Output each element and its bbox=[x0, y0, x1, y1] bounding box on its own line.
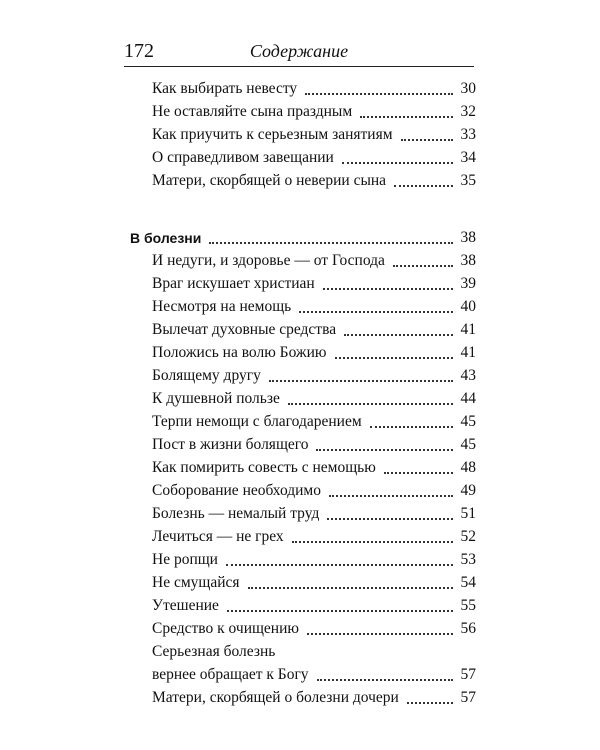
toc-section-page: 38 bbox=[460, 229, 476, 246]
toc-entry-title: Болящему другу bbox=[152, 367, 261, 384]
dot-leader bbox=[327, 517, 453, 520]
toc-entry-title: Враг искушает христиан bbox=[152, 275, 315, 292]
toc-entry-page: 54 bbox=[460, 574, 476, 591]
toc-entry-title: Как выбирать невесту bbox=[152, 80, 298, 97]
toc-entry-page: 53 bbox=[460, 551, 476, 568]
toc-entry-page: 41 bbox=[460, 344, 476, 361]
toc-entry-title: Болезнь — немалый труд bbox=[152, 505, 320, 522]
dot-leader bbox=[344, 333, 453, 336]
toc-entry-page: 45 bbox=[460, 413, 476, 430]
toc-entry[interactable] bbox=[130, 123, 476, 146]
toc-entry-page: 43 bbox=[460, 367, 476, 384]
dot-leader bbox=[329, 494, 453, 497]
toc-entry-page: 48 bbox=[460, 459, 476, 476]
dot-leader bbox=[342, 161, 453, 164]
toc-entry-title: Матери, скорбящей о болезни дочери bbox=[152, 689, 399, 706]
toc-entry[interactable] bbox=[130, 686, 476, 709]
dot-leader bbox=[248, 586, 453, 589]
dot-leader bbox=[323, 287, 453, 290]
toc-entry-multiline-first[interactable] bbox=[130, 640, 476, 663]
toc-entry-page: 32 bbox=[460, 103, 476, 120]
dot-leader bbox=[288, 402, 453, 405]
toc-entry-title: Не смущайся bbox=[152, 574, 240, 591]
toc-entry-title-line2: вернее обращает к Богу bbox=[152, 666, 309, 683]
dot-leader bbox=[209, 241, 453, 244]
toc-entry[interactable] bbox=[130, 525, 476, 548]
toc-entry-title: Несмотря на немощь bbox=[152, 298, 292, 315]
toc-entry[interactable] bbox=[130, 169, 476, 192]
toc-entry[interactable] bbox=[130, 594, 476, 617]
toc-entry[interactable] bbox=[130, 502, 476, 525]
dot-leader bbox=[227, 609, 453, 612]
toc-entry-title: Средство к очищению bbox=[152, 620, 299, 637]
dot-leader bbox=[370, 425, 453, 428]
toc-entry-title: Положись на волю Божию bbox=[152, 344, 327, 361]
running-title: Содержание bbox=[249, 41, 349, 61]
toc-entry-page: 51 bbox=[460, 505, 476, 522]
toc-entry-title: Вылечат духовные средства bbox=[152, 321, 337, 338]
dot-leader bbox=[307, 632, 453, 635]
dot-leader bbox=[360, 115, 453, 118]
toc-entry[interactable] bbox=[130, 548, 476, 571]
toc-entry[interactable] bbox=[130, 364, 476, 387]
dot-leader bbox=[269, 379, 453, 382]
dot-leader bbox=[335, 356, 453, 359]
toc-entry-title: Как приучить к серьезным занятиям bbox=[152, 126, 393, 143]
toc-entry-page: 38 bbox=[460, 252, 476, 269]
toc-entry-page: 55 bbox=[460, 597, 476, 614]
toc-entry-title: Как помирить совесть с немощью bbox=[152, 459, 376, 476]
toc-entry-page: 35 bbox=[460, 172, 476, 189]
toc-entry-title: Лечиться — не грех bbox=[152, 528, 284, 545]
dot-leader bbox=[394, 184, 453, 187]
toc-entry-title: К душевной пользе bbox=[152, 390, 280, 407]
toc-entry[interactable] bbox=[130, 479, 476, 502]
dot-leader bbox=[393, 264, 453, 267]
toc-entry-page: 56 bbox=[460, 620, 476, 637]
toc-entry-page: 41 bbox=[460, 321, 476, 338]
toc-entry-page: 44 bbox=[460, 390, 476, 407]
toc-entry-page: 49 bbox=[460, 482, 476, 499]
dot-leader bbox=[292, 540, 453, 543]
dot-leader bbox=[316, 448, 453, 451]
dot-leader bbox=[384, 471, 453, 474]
page-number: 172 bbox=[124, 40, 154, 62]
toc-entry[interactable] bbox=[130, 341, 476, 364]
dot-leader bbox=[305, 92, 453, 95]
toc-entry-page: 40 bbox=[460, 298, 476, 315]
toc-entry-title: Не оставляйте сына праздным bbox=[152, 103, 353, 120]
toc-entry-title: Не ропщи bbox=[152, 551, 218, 568]
toc-entry-title: И недуги, и здоровье — от Господа bbox=[152, 252, 385, 269]
toc-section-title: В болезни bbox=[130, 230, 202, 246]
toc-entry[interactable] bbox=[130, 77, 476, 100]
toc-entry-title: Пост в жизни болящего bbox=[152, 436, 309, 453]
toc-entry-title: Матери, скорбящей о неверии сына bbox=[152, 172, 387, 189]
dot-leader bbox=[299, 310, 453, 313]
toc-entry-page: 30 bbox=[460, 80, 476, 97]
toc-entry[interactable] bbox=[130, 456, 476, 479]
toc-entry[interactable] bbox=[130, 571, 476, 594]
table-of-contents bbox=[130, 77, 476, 709]
toc-entry-page: 39 bbox=[460, 275, 476, 292]
toc-entry-multiline-second[interactable] bbox=[130, 663, 476, 686]
toc-entry[interactable] bbox=[130, 433, 476, 456]
toc-entry[interactable] bbox=[130, 387, 476, 410]
toc-section-heading[interactable] bbox=[130, 226, 476, 249]
dot-leader bbox=[226, 563, 453, 566]
toc-entry-page: 45 bbox=[460, 436, 476, 453]
toc-entry[interactable] bbox=[130, 295, 476, 318]
toc-entry-title: Соборование необходимо bbox=[152, 482, 321, 499]
toc-entry-page: 33 bbox=[460, 126, 476, 143]
toc-entry-title-line1: Серьезная болезнь bbox=[152, 643, 276, 660]
toc-entry-page: 57 bbox=[460, 666, 476, 683]
toc-entry-page: 52 bbox=[460, 528, 476, 545]
dot-leader bbox=[317, 678, 453, 681]
toc-entry[interactable] bbox=[130, 249, 476, 272]
toc-entry-page: 34 bbox=[460, 149, 476, 166]
toc-entry[interactable] bbox=[130, 272, 476, 295]
toc-entry-title: Терпи немощи с благодарением bbox=[152, 413, 362, 430]
toc-entry-title: Утешение bbox=[152, 597, 219, 614]
toc-entry-page: 57 bbox=[460, 689, 476, 706]
toc-entry[interactable] bbox=[130, 410, 476, 433]
toc-entry[interactable] bbox=[130, 146, 476, 169]
toc-entry[interactable] bbox=[130, 617, 476, 640]
toc-entry[interactable] bbox=[130, 100, 476, 123]
toc-entry[interactable] bbox=[130, 318, 476, 341]
dot-leader bbox=[407, 701, 453, 704]
toc-entry-title: О справедливом завещании bbox=[152, 149, 334, 166]
page-header bbox=[124, 36, 474, 67]
dot-leader bbox=[401, 138, 453, 141]
